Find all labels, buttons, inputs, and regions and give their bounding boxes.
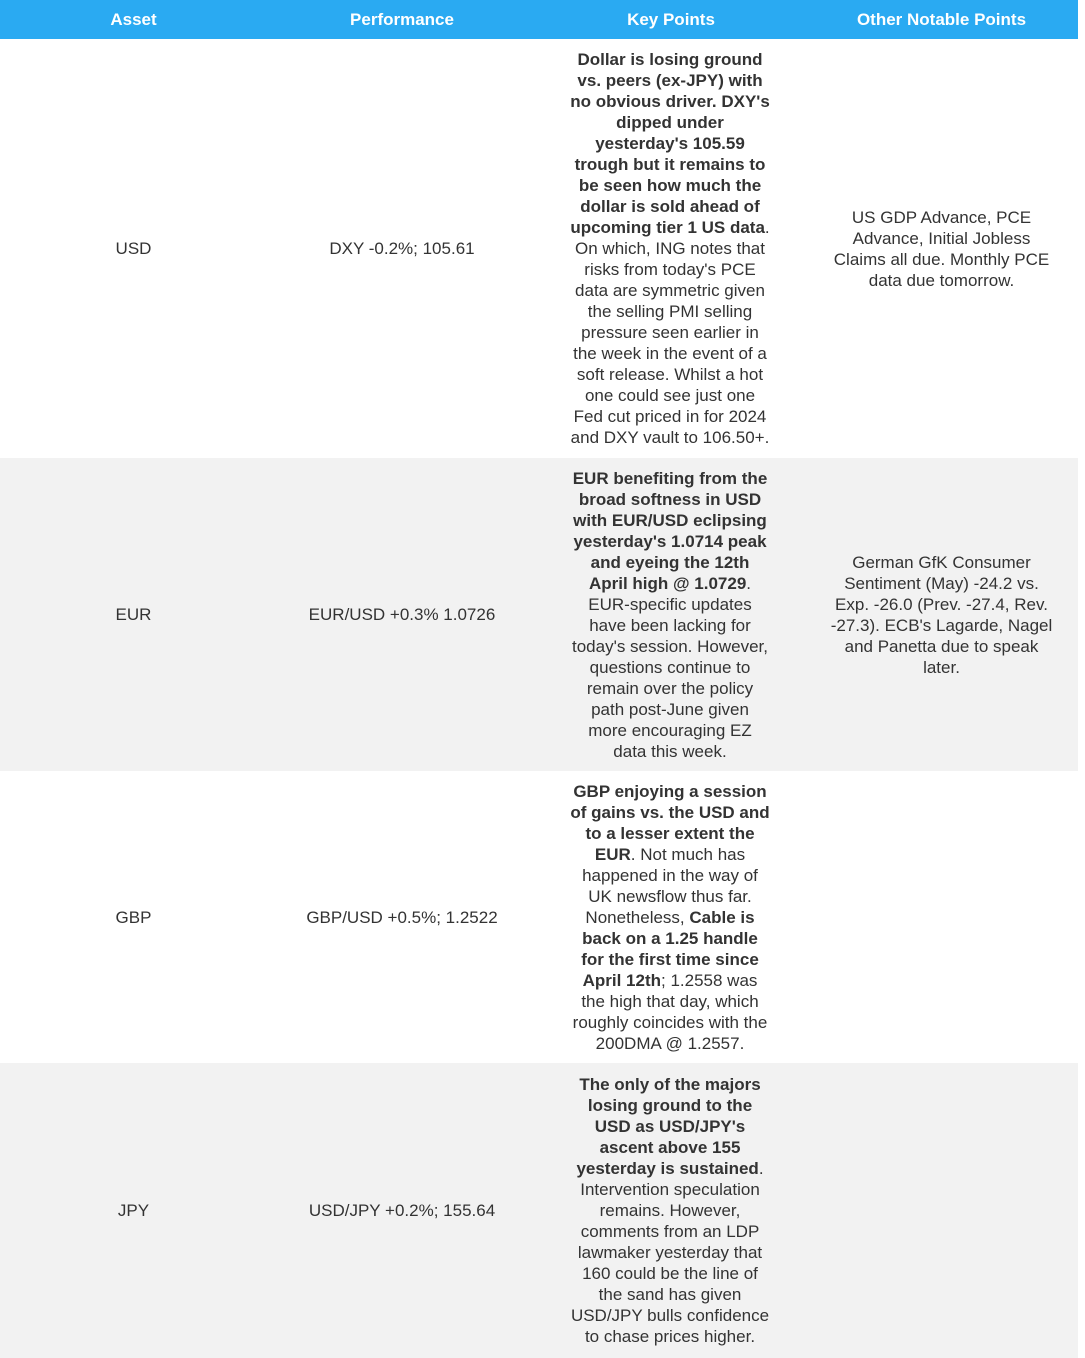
asset-cell: GBP	[115, 907, 152, 927]
performance-cell: USD/JPY +0.2%; 155.64	[308, 1201, 496, 1220]
other-notable-cell	[805, 1063, 1078, 1358]
performance-cell: EUR/USD +0.3% 1.0726	[308, 605, 496, 624]
asset-cell: JPY	[117, 1201, 150, 1220]
asset-cell: EUR	[115, 605, 152, 624]
key-points-cell	[537, 458, 805, 771]
other-notable-cell: US GDP Advance, PCE Advance, Initial Jobless Claims all due. Monthly PCE data due tomorrow.	[833, 207, 1050, 290]
other-notable-cell	[805, 771, 1078, 1063]
header-performance: Performance	[267, 0, 537, 39]
header-row	[0, 0, 1078, 39]
other-notable-cell: German GfK Consumer Sentiment (May) -24.2 vs. Exp. -26.0 (Prev. -27.4, Rev. -27.3). ECB's Lagarde, Nagel and Panetta due to speak later.	[830, 552, 1053, 677]
table-row	[0, 458, 1078, 771]
key-points-text: . On which, ING notes that risks from today's PCE data are symmetric given the selling PMI selling pressure seen earlier in the week in the event of a soft release. Whilst a hot one could see just one Fed cut priced in for 2024 and DXY vault to 106.50+.	[570, 218, 770, 447]
key-points-cell	[537, 39, 805, 458]
key-points-text: . Intervention speculation remains. However, comments from an LDP lawmaker yesterday that 160 could be the line of the sand has given USD/JPY bulls confidence to chase prices higher.	[570, 1159, 770, 1346]
table-row	[0, 771, 1078, 1063]
key-points-bold: Dollar is losing ground vs. peers (ex-JPY) with no obvious driver. DXY's dipped under yesterday's 105.59 trough but it remains to be seen how much the dollar is sold ahead of upcoming tier 1 US data	[570, 50, 770, 237]
key-points-cell	[537, 1063, 805, 1358]
asset-cell: USD	[115, 239, 152, 258]
header-asset: Asset	[0, 0, 267, 39]
key-points-bold: The only of the majors losing ground to the USD as USD/JPY's ascent above 155 yesterday is sustained	[576, 1075, 761, 1178]
key-points-text: . EUR-specific updates have been lacking for today's session. However, questions continue to remain over the policy path post-June given more encouraging EZ data this week.	[571, 573, 768, 761]
header-key-points: Key Points	[537, 0, 805, 39]
key-points-bold: GBP enjoying a session of gains vs. the USD and to a lesser extent the EUR	[570, 781, 770, 864]
header-other-notable-points: Other Notable Points	[805, 0, 1078, 39]
key-points-text: ; 1.2558 was the high that day, which roughly coincides with the 200DMA @ 1.2557.	[572, 970, 768, 1053]
key-points-cell	[537, 771, 805, 1063]
table-row	[0, 1063, 1078, 1358]
key-points-text: . Not much has happened in the way of UK newsflow thus far. Nonetheless,	[582, 844, 758, 927]
key-points-bold: EUR benefiting from the broad softness in USD with EUR/USD eclipsing yesterday's 1.0714 peak and eyeing the 12th April high @ 1.0729	[572, 468, 768, 593]
performance-cell: GBP/USD +0.5%; 1.2522	[306, 907, 498, 927]
performance-cell: DXY -0.2%; 105.61	[329, 239, 475, 258]
table-row	[0, 39, 1078, 458]
key-points-bold: Cable is back on a 1.25 handle for the first time since April 12th	[581, 907, 759, 990]
